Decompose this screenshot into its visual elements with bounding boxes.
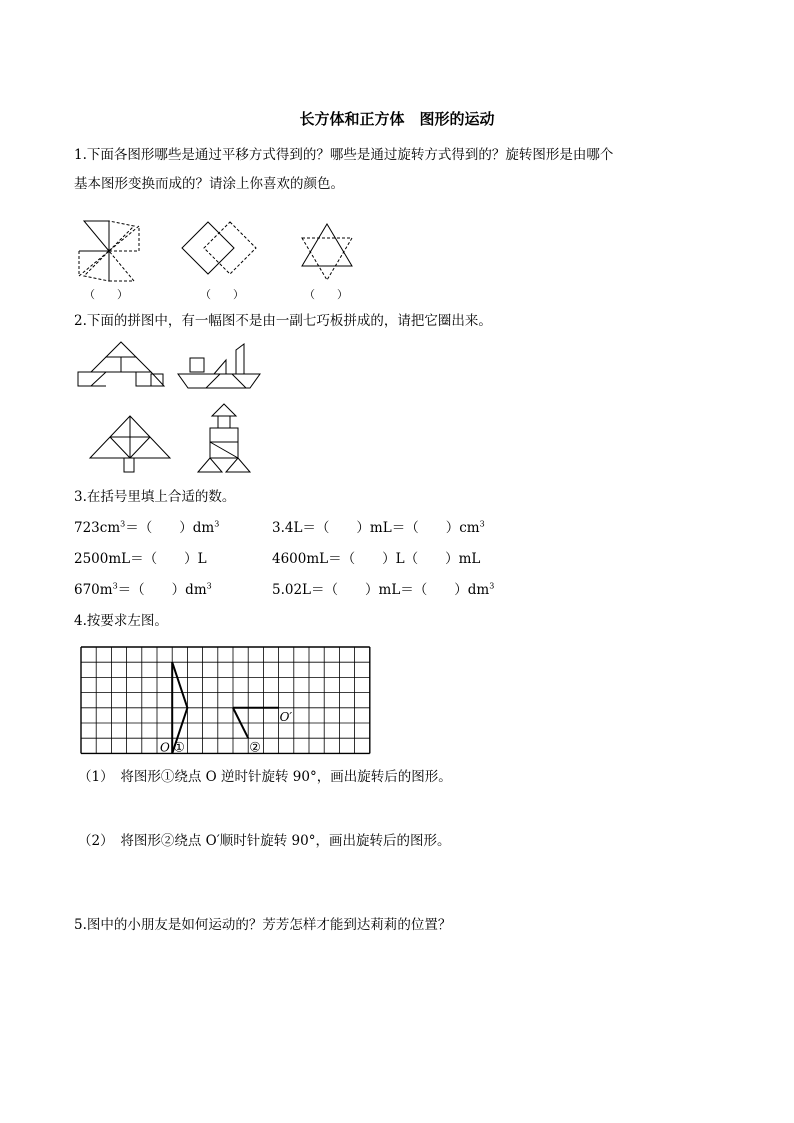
q4-sub2: （2） 将图形②绕点 O′顺时针旋转 90°，画出旋转后的图形。 [78, 833, 451, 849]
q1-blank-1[interactable]: （ ） [84, 288, 128, 301]
q3-item-6: 5.02L＝（ ）mL＝（ ）$dm^3$ [272, 581, 495, 598]
diamonds-figure [180, 220, 260, 280]
q5-text: 5.图中的小朋友是如何运动的？芳芳怎样才能到达莉莉的位置？ [74, 917, 452, 933]
figure1-label: ① [173, 740, 185, 756]
tangram-tower [194, 402, 254, 476]
q3-item-2: 3.4L＝（ ）mL＝（ ）$cm^3$ [272, 519, 485, 536]
q3-item-5: $670m^3=$（ ）$dm^3$ [74, 581, 212, 598]
point-o-prime-label: O′ [279, 710, 293, 724]
tangram-tree [88, 414, 172, 474]
rotation-grid[interactable] [80, 646, 370, 756]
q3-text: 3.在括号里填上合适的数。 [74, 489, 236, 505]
page-title: 长方体和正方体 图形的运动 [299, 110, 495, 128]
figure1-edge [172, 662, 187, 708]
q4-sub1: （1） 将图形①绕点 O 逆时针旋转 90°，画出旋转后的图形。 [78, 769, 452, 785]
q3-item-1: $723cm^3=$（ ）$dm^3$ [74, 519, 220, 536]
q2-text: 2.下面的拼图中，有一幅图不是由一副七巧板拼成的，请把它圈出来。 [74, 313, 492, 329]
q1-blank-3[interactable]: （ ） [304, 288, 348, 301]
tangram-boat [174, 344, 264, 390]
star-of-triangles-figure [298, 222, 356, 280]
q3-item-4: 4600mL＝（ ）L（ ）mL [272, 551, 481, 567]
q3-item-3: 2500mL＝（ ）L [74, 551, 207, 567]
point-o-label: O [160, 740, 170, 755]
q4-text: 4.按要求左图。 [74, 613, 168, 629]
figure2-label: ② [249, 740, 261, 756]
tangram-house [76, 340, 166, 390]
q1-line1: 1.下面各图形哪些是通过平移方式得到的？哪些是通过旋转方式得到的？旋转图形是由哪个 [74, 147, 614, 163]
pinwheel-figure [74, 216, 144, 286]
q1-line2: 基本图形变换而成的？请涂上你喜欢的颜色。 [74, 176, 344, 192]
q1-blank-2[interactable]: （ ） [200, 288, 244, 301]
